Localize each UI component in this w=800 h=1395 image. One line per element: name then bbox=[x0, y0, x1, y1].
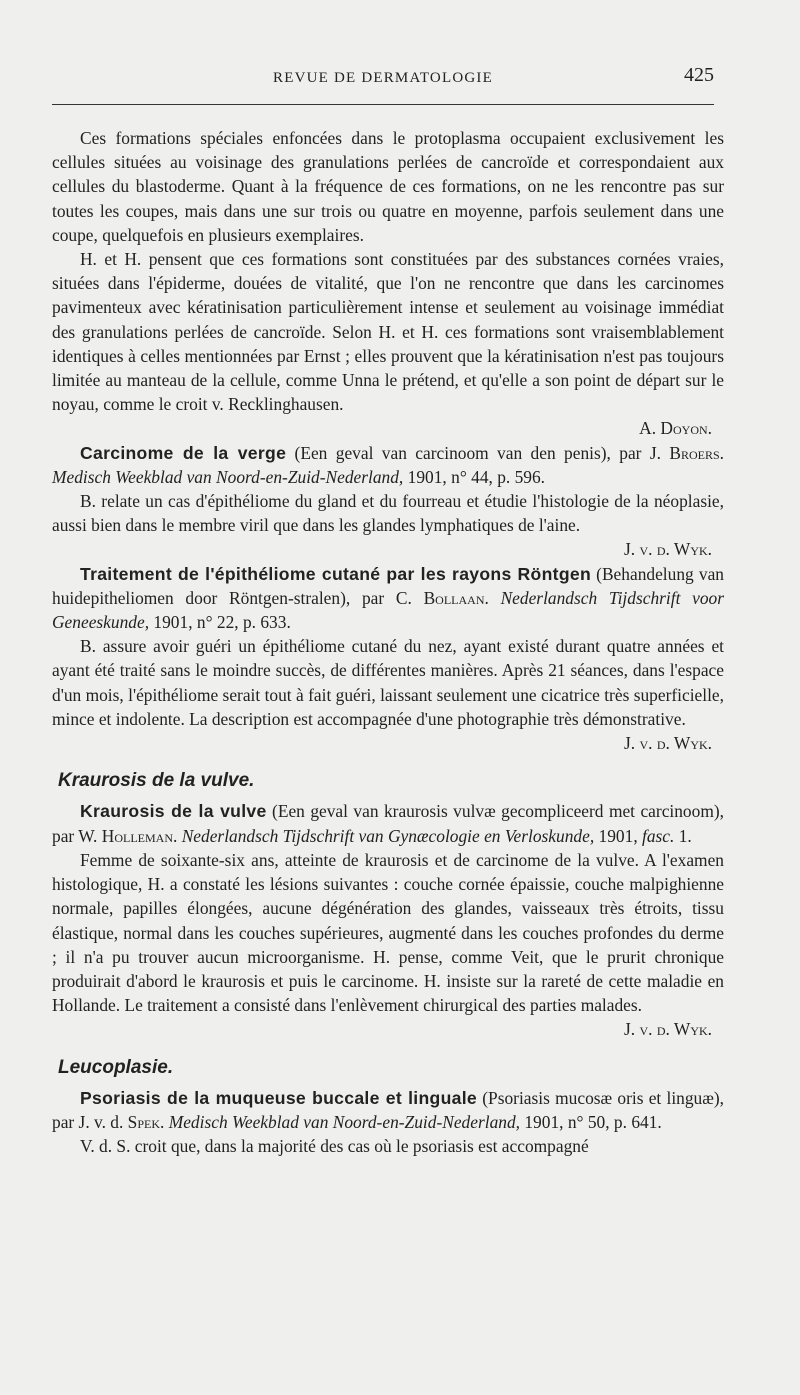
page-header bbox=[52, 62, 714, 92]
signature-line bbox=[52, 1017, 724, 1041]
article-header-psoriasis bbox=[52, 1086, 724, 1134]
article-body: Femme de soixante-six ans, atteinte de kraurosis et de carcinome de la vulve. A l'examen histologique, H. a constaté les lésions suivantes : couche cornée épaissie, couche malpighienne normale, papilles élongées, aucune dégénération des glandes, vaisseaux très étroits, tissu élastique, normal dans les couches supérieures, augmenté dans les couches profondes du derme ; il n'a pu trouver aucun microorganisme. H. pense, comme Veit, que le prurit chronique produirait d'abord le kraurosis et puis le carcinome. H. insiste sur la rareté de cette maladie en Hollande. Le traitement a consisté dans l'enlèvement chirurgical des parties malades. bbox=[52, 849, 724, 1016]
article-citation-ref: 1901, n° 44, p. 596. bbox=[403, 466, 546, 487]
section-heading-leucoplasie: Leucoplasie. bbox=[58, 1056, 174, 1078]
article-author: Holleman. bbox=[101, 825, 178, 846]
article-citation-ref: 1901, n° 50, p. 641. bbox=[520, 1111, 662, 1132]
signature-doyon: A. Doyon. bbox=[639, 418, 712, 439]
article-citation-ref: 1901, bbox=[594, 825, 643, 846]
article-journal: Medisch Weekblad van Noord-en-Zuid-Nederland, bbox=[52, 466, 404, 487]
paragraph-formations: Ces formations spéciales enfoncées dans le protoplasma occupaient exclusivement les cellules situées au voisinage des granulations perlées de cancroïde et correspondaient aux cellules du blastoderme. Quant à la fréquence de ces formations, on ne les rencontre pas sur toutes les coupes, mais dans une sur trois ou quatre en moyenne, parfois seulement dans une coupe, quelquefois en plusieurs exemplaires. bbox=[52, 128, 724, 245]
signature-line bbox=[52, 537, 724, 561]
signature-wyk: J. v. d. Wyk. bbox=[624, 1019, 712, 1040]
article-title: Kraurosis de la vulve bbox=[80, 801, 267, 822]
article-title: Carcinome de la verge bbox=[80, 442, 287, 463]
article-header-kraurosis bbox=[52, 799, 724, 847]
article-author: Spek. bbox=[127, 1111, 165, 1132]
signature-line bbox=[52, 416, 724, 440]
article-citation: (Een geval van kraurosis vulvæ gecompliceerd met carcinoom), par W. bbox=[52, 801, 724, 846]
body-text bbox=[52, 126, 724, 1158]
article-citation: (Een geval van carcinoom van den penis), par J. bbox=[286, 442, 670, 463]
article-journal: Nederlandsch Tijdschrift van Gynæcologie en Verloskunde, bbox=[177, 825, 595, 846]
article-citation-ref: 1901, n° 22, p. 633. bbox=[149, 612, 291, 633]
article-title: Psoriasis de la muqueuse buccale et linguale bbox=[80, 1087, 477, 1108]
section-heading-kraurosis: Kraurosis de la vulve. bbox=[58, 770, 255, 792]
article-citation: (Behandelung van huidepitheliomen door Röntgen-stralen), par C. bbox=[52, 563, 725, 608]
page-number: 425 bbox=[684, 64, 714, 86]
article-author: Broers. bbox=[669, 442, 724, 463]
signature-wyk: J. v. d. Wyk. bbox=[624, 733, 712, 754]
signature-wyk: J. v. d. Wyk. bbox=[624, 539, 712, 560]
header-rule bbox=[52, 104, 714, 105]
article-journal: Nederlandsch Tijdschrift voor Geneeskunde, bbox=[52, 587, 724, 633]
signature-line bbox=[52, 731, 724, 755]
article-title: Traitement de l'épithéliome cutané par les rayons Röntgen bbox=[80, 563, 591, 584]
article-body: B. relate un cas d'épithéliome du gland et du fourreau et étudie l'histologie de la néoplasie, aussi bien dans le membre viril que dans les glandes lymphatiques de l'aine. bbox=[52, 491, 724, 536]
article-body: V. d. S. croit que, dans la majorité des cas où le psoriasis est accompagné bbox=[80, 1136, 589, 1157]
article-journal: Medisch Weekblad van Noord-en-Zuid-Nederland, bbox=[164, 1111, 521, 1132]
running-title: REVUE DE DERMATOLOGIE bbox=[273, 70, 493, 86]
article-citation-end: 1. bbox=[674, 825, 692, 846]
paragraph-hypothesis bbox=[52, 247, 724, 416]
article-author: Bollaan. bbox=[423, 587, 489, 608]
article-header-traitement-rontgen bbox=[52, 562, 724, 635]
article-fasc: fasc. bbox=[642, 825, 675, 846]
article-header-carcinome-verge bbox=[52, 441, 724, 489]
article-citation: (Psoriasis mucosæ oris et linguæ), par J. v. d. bbox=[52, 1087, 724, 1132]
paragraph-hypothesis-text: H. et H. pensent que ces formations sont constituées par des substances cornées vraies, situées dans l'épiderme, douées de vitalité, que l'on ne rencontre que dans les carcinomes pavimenteux avec kératinisation particulièrement intense et seulement au voisinage immédiat des granulations perlées de cancroïde. Selon H. et H. ces formations sont vraisemblablement identiques à celles mentionnées par Ernst ; elles prouvent que la kératinisation n'est pas toujours limitée au manteau de la cellule, comme Unna le prétend, et qu'elle a son point de départ sur le noyau, comme le croit v. Recklinghausen. bbox=[52, 249, 724, 415]
article-body: B. assure avoir guéri un épithéliome cutané du nez, ayant existé durant quatre années et ayant été traité sans le moindre succès, de différentes manières. Après 21 séances, dans l'espace d'un mois, l'épithéliome serait tout à fait guéri, laissant seulement une cicatrice très superficielle, mince et indolente. La description est accompagnée d'une photographie très démonstrative. bbox=[52, 636, 724, 729]
